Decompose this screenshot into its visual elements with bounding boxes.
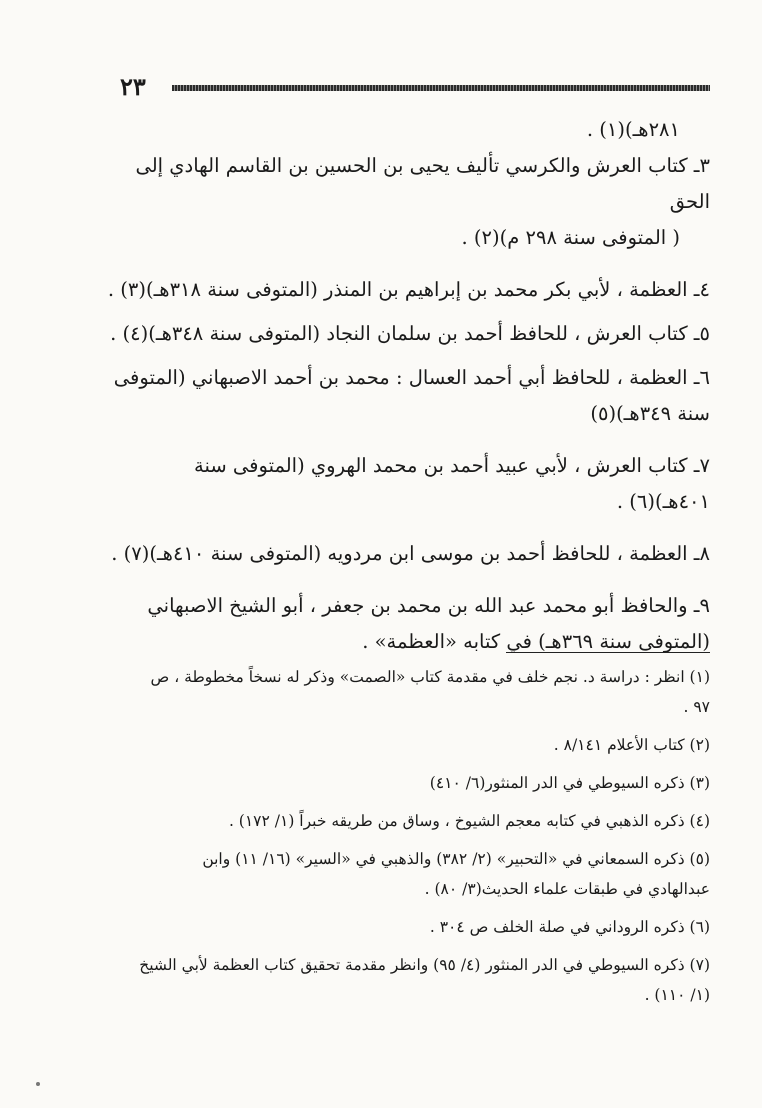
footnote-2: (٢) كتاب الأعلام ٨/١٤١ . (553, 736, 710, 754)
scan-speck (36, 1082, 40, 1086)
footnote-7-line-1: (٧) ذكره السيوطي في الدر المنثور (٤/ ٩٥) وانظر مقدمة تحقيق كتاب العظمة لأبي الشيخ (139, 956, 710, 974)
body-text (104, 112, 710, 660)
footnote-5-line-2: عبدالهادي في طبقات علماء الحديث(٣/ ٨٠) . (424, 880, 710, 898)
item-4: ٤ـ العظمة ، لأبي بكر محمد بن إبراهيم بن المنذر (المتوفى سنة ٣١٨هـ)(٣) . (107, 278, 710, 301)
body-line-0: ٢٨١هـ)(١) . (586, 118, 680, 141)
footnote-7-line-2: (١/ ١١٠) . (644, 986, 710, 1004)
item-9-line-1: ٩ـ والحافظ أبو محمد عبد الله بن محمد بن جعفر ، أبو الشيخ الاصبهاني (147, 594, 710, 617)
footnote-separator (506, 652, 710, 653)
item-3-line-2: ( المتوفى سنة ٢٩٨ م)(٢) . (461, 226, 680, 249)
footnote-4: (٤) ذكره الذهبي في كتابه معجم الشيوخ ، وساق من طريقه خبراً (١/ ١٧٢) . (228, 812, 710, 830)
item-6-line-2: سنة ٣٤٩هـ)(٥) (590, 402, 710, 425)
page-number: ٢٣ (120, 72, 146, 101)
item-6-line-1: ٦ـ العظمة ، للحافظ أبي أحمد العسال : محمد بن أحمد الاصبهاني (المتوفى (113, 366, 710, 389)
footnote-1-line-1: (١) انظر : دراسة د. نجم خلف في مقدمة كتاب «الصمت» وذكر له نسخاً مخطوطة ، ص (150, 668, 710, 686)
item-8: ٨ـ العظمة ، للحافظ أحمد بن موسى ابن مردويه (المتوفى سنة ٤١٠هـ)(٧) . (111, 542, 710, 565)
footnote-6: (٦) ذكره الروداني في صلة الخلف ص ٣٠٤ . (429, 918, 710, 936)
footnotes (104, 662, 710, 1010)
item-7-line-2: ٤٠١هـ)(٦) . (616, 490, 710, 513)
header-rule (172, 85, 710, 91)
footnote-5-line-1: (٥) ذكره السمعاني في «التحبير» (٢/ ٣٨٢) والذهبي في «السير» (١٦/ ١١) وابن (202, 850, 710, 868)
item-7-line-1: ٧ـ كتاب العرش ، لأبي عبيد أحمد بن محمد الهروي (المتوفى سنة (194, 454, 710, 477)
item-3-line-1: ٣ـ كتاب العرش والكرسي تأليف يحيى بن الحسين بن القاسم الهادي إلى الحق (135, 154, 710, 213)
item-5: ٥ـ كتاب العرش ، للحافظ أحمد بن سلمان النجاد (المتوفى سنة ٣٤٨هـ)(٤) . (110, 322, 710, 345)
item-9-line-2: (المتوفى سنة ٣٦٩هـ) في كتابه «العظمة» . (362, 630, 710, 653)
footnote-3: (٣) ذكره السيوطي في الدر المنثور(٦/ ٤١٠) (429, 774, 710, 792)
page-header (120, 72, 710, 102)
footnote-1-line-2: ٩٧ . (683, 698, 710, 716)
